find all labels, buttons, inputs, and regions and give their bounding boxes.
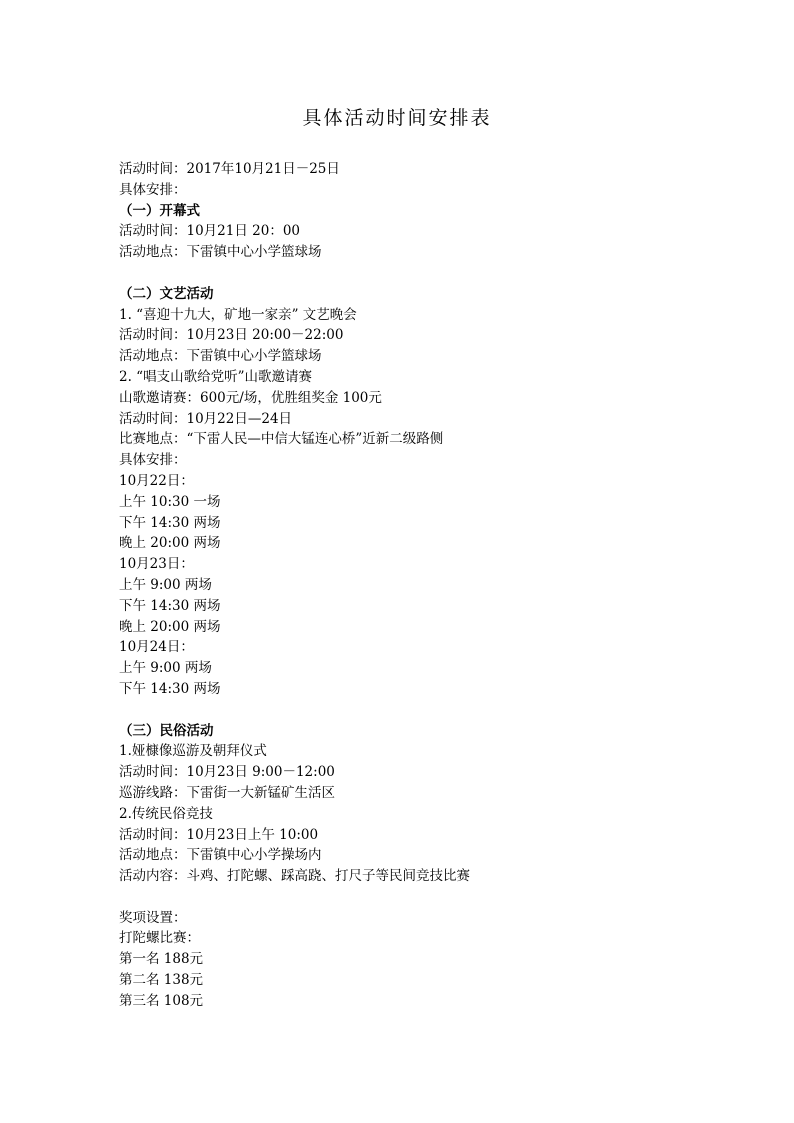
text-line: 活动时间：2017年10月21日－25日	[119, 161, 340, 177]
text-line: 巡游线路：下雷街一大新锰矿生活区	[119, 784, 335, 801]
text-line: 10月24日：	[119, 639, 194, 656]
text-line: 晚上 20:00 两场	[119, 618, 221, 635]
text-line: 具体安排：	[119, 181, 187, 198]
section-heading: （一）开幕式	[119, 202, 200, 219]
text-line: 活动时间：10月23日 9:00－12:00	[119, 764, 335, 781]
text-line: 10月23日：	[119, 556, 194, 573]
section-heading: （二）文艺活动	[119, 285, 214, 302]
text-line: 活动时间：10月23日上午 10:00	[119, 826, 319, 843]
blank-line	[119, 700, 719, 721]
text-line: 活动时间：10月23日 20:00－22:00	[119, 327, 344, 344]
text-line: 山歌邀请赛：600元/场，优胜组奖金 100元	[119, 389, 382, 406]
text-line: 1.娅槺像巡游及朝拜仪式	[119, 743, 267, 760]
text-line: 上午 9:00 两场	[119, 660, 212, 677]
page-title: 具体活动时间安排表	[302, 107, 492, 129]
text-line: 下午 14:30 两场	[119, 597, 221, 614]
blank-line	[119, 887, 719, 908]
text-line: 上午 10:30 一场	[119, 493, 221, 510]
blank-line	[119, 263, 719, 284]
text-line: 活动地点：下雷镇中心小学操场内	[119, 847, 322, 864]
text-line: 活动时间：10月22日—24日	[119, 410, 293, 427]
text-line: 晚上 20:00 两场	[119, 535, 221, 552]
text-line: 2.传统民俗竞技	[119, 805, 213, 822]
text-line: 具体安排：	[119, 452, 187, 469]
text-line: 活动地点：下雷镇中心小学篮球场	[119, 244, 322, 261]
text-line: 比赛地点：“下雷人民—中信大锰连心桥”近新二级路侧	[119, 431, 444, 448]
text-line: 第二名 138元	[119, 972, 204, 989]
text-line: 2. “唱支山歌给党听”山歌邀请赛	[119, 368, 312, 385]
text-line: 下午 14:30 两场	[119, 680, 221, 697]
text-line: 活动内容：斗鸡、打陀螺、踩高跷、打尺子等民间竞技比赛	[119, 868, 470, 885]
text-line: 活动时间：10月21日 20：00	[119, 223, 301, 240]
text-line: 下午 14:30 两场	[119, 514, 221, 531]
section-heading: （三）民俗活动	[119, 722, 214, 739]
document-body	[119, 159, 719, 1012]
text-line: 打陀螺比赛：	[119, 930, 200, 947]
text-line: 上午 9:00 两场	[119, 576, 212, 593]
text-line: 奖项设置：	[119, 909, 187, 926]
text-line: 1. “喜迎十九大，矿地一家亲” 文艺晚会	[119, 306, 357, 323]
text-line: 10月22日：	[119, 472, 194, 489]
text-line: 活动地点：下雷镇中心小学篮球场	[119, 348, 322, 365]
text-line: 第三名 108元	[119, 992, 204, 1009]
text-line: 第一名 188元	[119, 951, 204, 968]
